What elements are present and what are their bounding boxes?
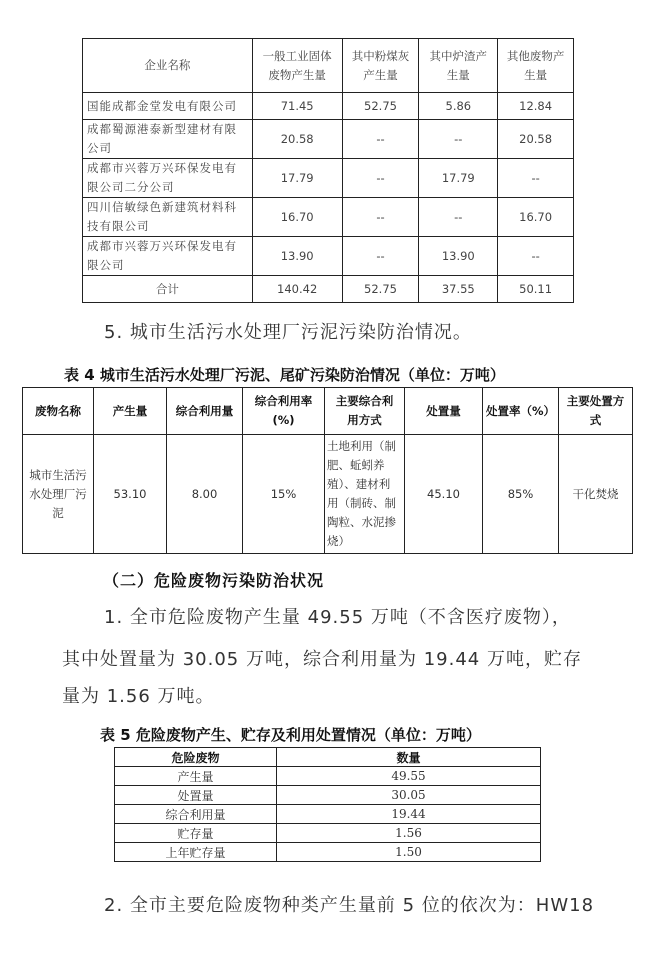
cell-value: 85% [483, 435, 559, 554]
sludge-treatment-table [22, 387, 633, 554]
row-label: 综合利用量 [115, 805, 277, 824]
utilize-method: 土地利用（制 肥、蚯蚓养 殖）、建材利 用（制砖、制 陶粒、水泥掺 烧） [325, 435, 405, 554]
cell-value: -- [498, 159, 574, 198]
cell-value: 16.70 [498, 198, 574, 237]
cell-value: 53.10 [94, 435, 167, 554]
table-row [115, 843, 541, 862]
paragraph-line: 量为 1.56 万吨。 [62, 686, 215, 707]
cell-value: 13.90 [419, 237, 498, 276]
table-row [83, 198, 574, 237]
row-label: 贮存量 [115, 824, 277, 843]
cell-value: 12.84 [498, 93, 574, 120]
row-label: 处置量 [115, 786, 277, 805]
cell-value: 16.70 [252, 198, 342, 237]
cell-value: 71.45 [252, 93, 342, 120]
cell-value: 52.75 [342, 93, 419, 120]
cell-value: 20.58 [252, 120, 342, 159]
cell-value: 17.79 [419, 159, 498, 198]
header-dispose-rate: 处置率（%） [483, 388, 559, 435]
paragraph-line: 其中处置量为 30.05 万吨，综合利用量为 19.44 万吨，贮存 [62, 649, 582, 670]
cell-value: 1.50 [277, 843, 541, 862]
header-utilize: 综合利用量 [167, 388, 243, 435]
table-row [83, 93, 574, 120]
cell-value: 140.42 [252, 276, 342, 303]
cell-value: 50.11 [498, 276, 574, 303]
table-header-row [83, 39, 574, 93]
header-waste-name: 废物名称 [23, 388, 94, 435]
table-row [83, 237, 574, 276]
cell-value: 干化焚烧 [559, 435, 633, 554]
table-header-row [23, 388, 633, 435]
section-heading-hazardous: （二）危险废物污染防治状况 [103, 571, 325, 590]
cell-value: -- [419, 120, 498, 159]
row-label: 上年贮存量 [115, 843, 277, 862]
header-quantity: 数量 [277, 748, 541, 767]
table5-caption: 表 5 危险废物产生、贮存及利用处置情况（单位：万吨） [100, 726, 481, 744]
header-other-waste: 其他废物产 生量 [498, 39, 574, 93]
company-name: 成都市兴蓉万兴环保发电有 限公司二分公司 [83, 159, 253, 198]
cell-value: 15% [243, 435, 325, 554]
header-utilize-rate: 综合利用率 (%) [243, 388, 325, 435]
total-row [83, 276, 574, 303]
company-name: 成都市兴蓉万兴环保发电有 限公司 [83, 237, 253, 276]
header-hazardous-waste: 危险废物 [115, 748, 277, 767]
cell-value: -- [419, 198, 498, 237]
cell-value: 17.79 [252, 159, 342, 198]
hazardous-waste-table [114, 747, 541, 862]
header-company-name: 企业名称 [83, 39, 253, 93]
cell-value: -- [342, 159, 419, 198]
cell-value: 52.75 [342, 276, 419, 303]
company-name: 成都蜀源港泰新型建材有限 公司 [83, 120, 253, 159]
total-label: 合计 [83, 276, 253, 303]
table-row [83, 159, 574, 198]
table-row [115, 786, 541, 805]
cell-value: 20.58 [498, 120, 574, 159]
company-name: 国能成都金堂发电有限公司 [83, 93, 253, 120]
waste-name: 城市生活污 水处理厂污 泥 [23, 435, 94, 554]
header-general-solid-waste: 一般工业固体 废物产生量 [252, 39, 342, 93]
cell-value: 5.86 [419, 93, 498, 120]
cell-value: 13.90 [252, 237, 342, 276]
cell-value: 37.55 [419, 276, 498, 303]
paragraph-sludge-heading: 5. 城市生活污水处理厂污泥污染防治情况。 [104, 322, 472, 343]
table-header-row [115, 748, 541, 767]
header-dispose-method: 主要处置方 式 [559, 388, 633, 435]
cell-value: 19.44 [277, 805, 541, 824]
table-row [115, 805, 541, 824]
company-name: 四川信敏绿色新建筑材料科 技有限公司 [83, 198, 253, 237]
cell-value: 1.56 [277, 824, 541, 843]
header-fly-ash: 其中粉煤灰 产生量 [342, 39, 419, 93]
header-utilize-method: 主要综合利 用方式 [325, 388, 405, 435]
industrial-solid-waste-table [82, 38, 574, 303]
cell-value: -- [342, 198, 419, 237]
table-row [83, 120, 574, 159]
cell-value: 30.05 [277, 786, 541, 805]
table-row [115, 767, 541, 786]
header-slag: 其中炉渣产 生量 [419, 39, 498, 93]
cell-value: 45.10 [405, 435, 483, 554]
row-label: 产生量 [115, 767, 277, 786]
paragraph-top5: 2. 全市主要危险废物种类产生量前 5 位的依次为：HW18 [104, 895, 595, 916]
cell-value: -- [342, 237, 419, 276]
cell-value: -- [498, 237, 574, 276]
paragraph-line: 1. 全市危险废物产生量 49.55 万吨（不含医疗废物）， [104, 607, 571, 628]
table-row [115, 824, 541, 843]
cell-value: 8.00 [167, 435, 243, 554]
table4-caption: 表 4 城市生活污水处理厂污泥、尾矿污染防治情况（单位：万吨） [64, 366, 505, 384]
cell-value: 49.55 [277, 767, 541, 786]
header-dispose: 处置量 [405, 388, 483, 435]
table-row [23, 435, 633, 554]
cell-value: -- [342, 120, 419, 159]
header-produce: 产生量 [94, 388, 167, 435]
